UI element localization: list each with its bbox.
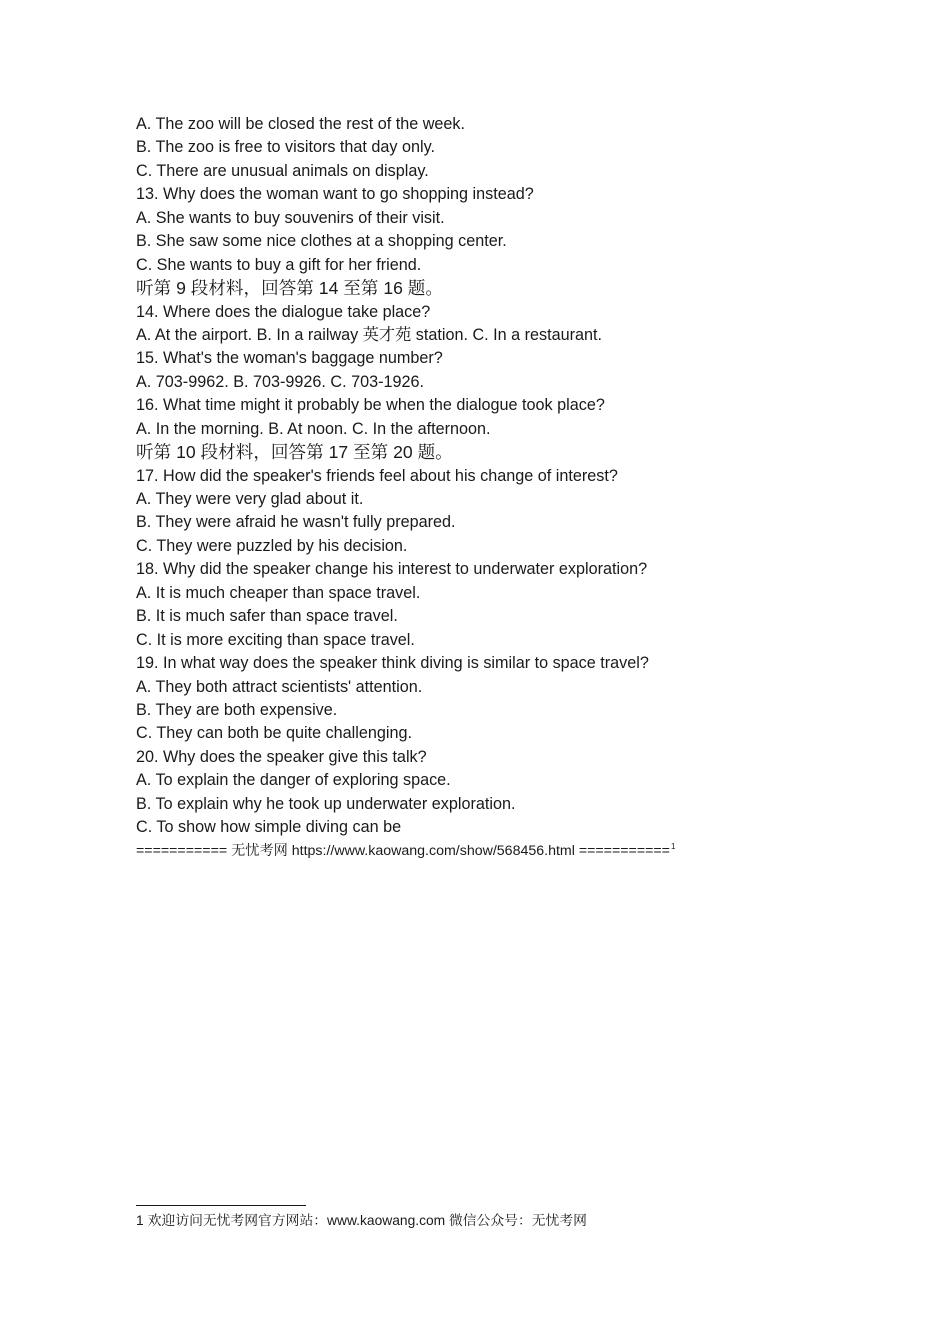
question-20: 20. Why does the speaker give this talk? [136, 747, 427, 766]
source-text: =========== 无忧考网 https://www.kaowang.com/show/568456.html =========== [136, 842, 670, 859]
answer-option: A. She wants to buy souvenirs of their visit. [136, 208, 445, 227]
answer-options: A. 703-9962. B. 703-9926. C. 703-1926. [136, 372, 424, 391]
answer-option: B. The zoo is free to visitors that day only. [136, 138, 436, 157]
question-19: 19. In what way does the speaker think diving is similar to space travel? [136, 654, 649, 673]
answer-option: A. They were very glad about it. [136, 490, 364, 508]
answer-option: C. They can both be quite challenging. [136, 724, 412, 743]
answer-option: B. It is much safer than space travel. [136, 607, 398, 626]
question-18: 18. Why did the speaker change his interest to underwater exploration? [136, 560, 648, 579]
exam-text-body [136, 113, 836, 863]
answer-option: C. She wants to buy a gift for her friend. [136, 255, 422, 274]
section-heading-10: 听第 10 段材料，回答第 17 至第 20 题。 [136, 442, 453, 463]
answer-option: C. There are unusual animals on display. [136, 161, 429, 180]
source-line [136, 840, 836, 863]
answer-option: C. To show how simple diving can be [136, 818, 402, 837]
question-14: 14. Where does the dialogue take place? [136, 302, 431, 321]
answer-options: A. At the airport. B. In a railway 英才苑 station. C. In a restaurant. [136, 325, 603, 344]
footnote-marker: 1 [670, 841, 676, 851]
footnote-text: 欢迎访问无忧考网官方网站：www.kaowang.com 微信公众号：无忧考网 [147, 1213, 587, 1228]
answer-option: A. The zoo will be closed the rest of the week. [136, 115, 466, 133]
answer-options: A. In the morning. B. At noon. C. In the afternoon. [136, 419, 491, 438]
footnote-number: 1 [136, 1213, 144, 1228]
footnote-separator [136, 1205, 306, 1206]
question-15: 15. What's the woman's baggage number? [136, 349, 443, 368]
answer-option: A. To explain the danger of exploring space. [136, 771, 451, 790]
answer-option: B. They are both expensive. [136, 700, 338, 719]
footnote [136, 1211, 587, 1231]
question-17: 17. How did the speaker's friends feel about his change of interest? [136, 466, 618, 485]
answer-option: A. It is much cheaper than space travel. [136, 583, 421, 602]
answer-option: A. They both attract scientists' attention. [136, 677, 423, 696]
question-16: 16. What time might it probably be when the dialogue took place? [136, 396, 605, 415]
answer-option: C. They were puzzled by his decision. [136, 536, 408, 555]
answer-option: B. She saw some nice clothes at a shopping center. [136, 232, 507, 251]
answer-option: B. They were afraid he wasn't fully prepared. [136, 513, 456, 532]
question-13: 13. Why does the woman want to go shopping instead? [136, 185, 534, 204]
answer-option: B. To explain why he took up underwater exploration. [136, 794, 516, 813]
section-heading-9: 听第 9 段材料，回答第 14 至第 16 题。 [136, 278, 443, 299]
answer-option: C. It is more exciting than space travel. [136, 630, 415, 649]
